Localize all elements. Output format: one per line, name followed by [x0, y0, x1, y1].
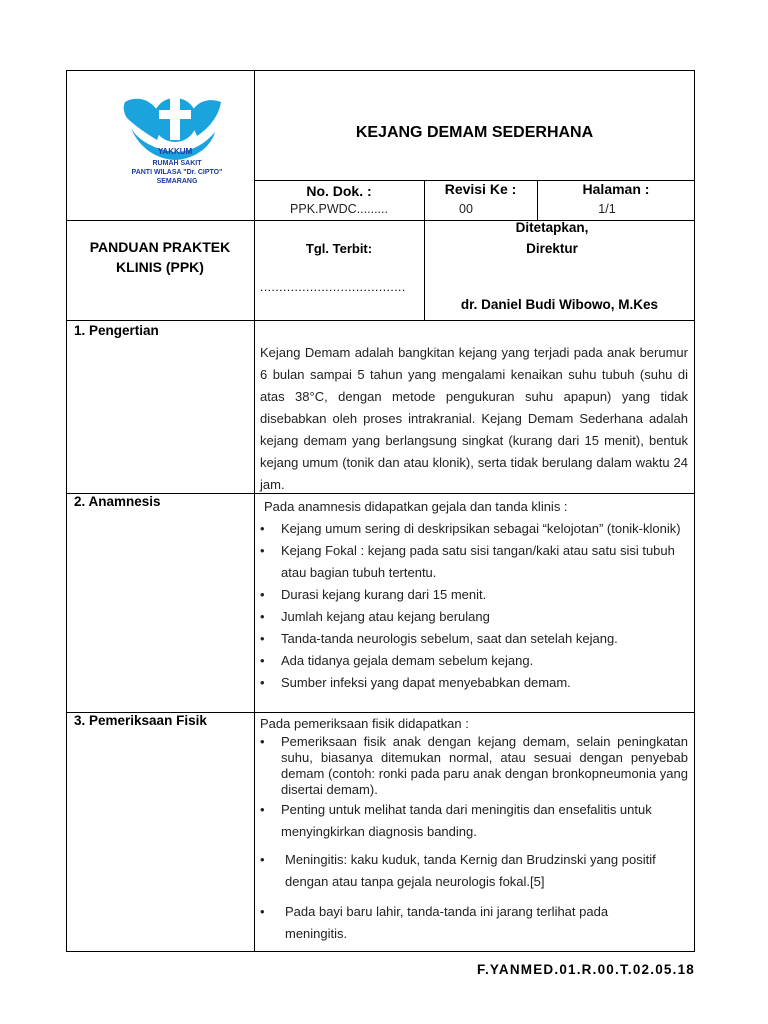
list-item: • Pada bayi baru lahir, tanda-tanda ini jarang terlihat pada meningitis.: [256, 901, 656, 945]
divider-h-header: [66, 320, 695, 321]
document-title: KEJANG DEMAM SEDERHANA: [355, 124, 594, 141]
no-dok-label: No. Dok. :: [306, 183, 372, 199]
form-code: F.YANMED.01.R.00.T.02.05.18: [477, 962, 695, 977]
revisi-value: 00: [459, 202, 473, 216]
halaman-label: Halaman :: [582, 181, 650, 197]
panduan-line-2: KLINIS (PPK): [116, 259, 204, 275]
pemeriksaan-list-4: [256, 901, 656, 945]
anamnesis-intro: Pada anamnesis didapatkan gejala dan tanda klinis :: [264, 499, 568, 514]
revisi-label: Revisi Ke :: [444, 181, 517, 197]
signatory-name: dr. Daniel Budi Wibowo, M.Kes: [460, 297, 659, 312]
panduan-line-1: PANDUAN PRAKTEK: [89, 239, 231, 255]
anamnesis-list: [256, 518, 688, 694]
logo-yakkum-text: YAKKUM: [157, 147, 193, 156]
section-pengertian-label: 1. Pengertian: [74, 323, 159, 338]
no-dok-value: PPK.PWDC.........: [290, 202, 388, 216]
pengertian-text: Kejang Demam adalah bangkitan kejang yang terjadi pada anak berumur 6 bulan sampai 5 tahun yang mengalami kenaikan suhu tubuh (suhu di atas 38°C, dengan metode pengukuran suhu apapun) yang tidak disebabkan oleh proses intrakranial. Kejang Demam Sederhana adalah kejang demam yang berlangsung singkat (kurang dari 15 menit), bentuk kejang umum (tonik dan atau klonik), serta tidak berulang dalam waktu 24 jam.: [260, 345, 688, 492]
logo-panti-text: PANTI WILASA "Dr. CIPTO": [131, 169, 223, 176]
list-item: • Meningitis: kaku kuduk, tanda Kernig dan Brudzinski yang positif dengan atau tanpa gejala neurologis fokal.[5]: [256, 849, 656, 893]
list-item: • Sumber infeksi yang dapat menyebabkan demam.: [256, 672, 688, 694]
list-item: • Durasi kejang kurang dari 15 menit.: [256, 584, 688, 606]
halaman-value: 1/1: [598, 202, 616, 216]
list-item: • Pemeriksaan fisik anak dengan kejang demam, selain peningkatan suhu, biasanya ditemukan normal, atau sesuai dengan penyebab demam (contoh: ronki pada paru anak dengan bronkopneumonia yang disertai demam).: [256, 734, 688, 798]
direktur-label: Direktur: [526, 241, 578, 256]
list-item: • Tanda-tanda neurologis sebelum, saat dan setelah kejang.: [256, 628, 688, 650]
tgl-terbit-value: ......................................: [260, 280, 406, 294]
pemeriksaan-list-3: [256, 849, 656, 893]
logo-rs-text: RUMAH SAKIT: [152, 160, 202, 167]
list-item: • Jumlah kejang atau kejang berulang: [256, 606, 688, 628]
list-item: • Penting untuk melihat tanda dari meningitis dan ensefalitis untuk menyingkirkan diagnosis banding.: [256, 799, 688, 843]
list-item: • Kejang Fokal : kejang pada satu sisi tangan/kaki atau satu sisi tubuh atau bagian tubuh tertentu.: [256, 540, 688, 584]
section-pemeriksaan-label: 3. Pemeriksaan Fisik: [74, 713, 207, 728]
divider-v-sections: [254, 320, 255, 952]
list-item: • Kejang umum sering di deskripsikan sebagai “kelojotan” (tonik-klonik): [256, 518, 688, 540]
pemeriksaan-list-1: [256, 734, 688, 798]
pemeriksaan-intro: Pada pemeriksaan fisik didapatkan :: [260, 716, 469, 731]
section-anamnesis-label: 2. Anamnesis: [74, 494, 161, 509]
list-item: • Ada tidanya gejala demam sebelum kejang.: [256, 650, 688, 672]
ditetapkan-label: Ditetapkan,: [515, 220, 589, 235]
pemeriksaan-list-2: [256, 799, 688, 843]
logo-semarang-text: SEMARANG: [156, 178, 198, 185]
tgl-terbit-label: Tgl. Terbit:: [305, 241, 373, 256]
